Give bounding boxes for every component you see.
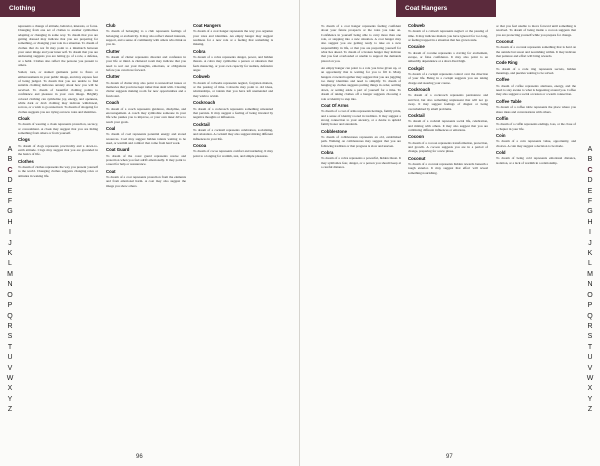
alphabet-letter-h[interactable]: H — [587, 218, 593, 226]
entry-title: Clogs — [18, 137, 30, 143]
alphabet-letter-l[interactable]: L — [588, 260, 592, 268]
alphabet-letter-h[interactable]: H — [7, 218, 13, 226]
entry-text: To dream of clutter represents disorder and confusion in your life or mind. A cluttered room may indicate that you need to sort out your thoughts, emotions, or obligations before you can move forward. — [106, 55, 186, 73]
dictionary-entry — [18, 138, 98, 156]
entry-title: Coat Hangers — [193, 23, 221, 28]
right-page — [300, 0, 600, 466]
entry-text: To dream of a cockroach represents persistence and survival, but also something unpleasant that will not go away. It may suggest feelings of disgust or being overwhelmed by small problems. — [408, 93, 488, 111]
right-page-number: 97 — [446, 454, 453, 460]
entry-title: Cockroach — [193, 100, 216, 106]
alphabet-letter-w[interactable]: W — [586, 374, 594, 382]
dictionary-entry — [408, 157, 488, 175]
alphabet-letter-o[interactable]: O — [587, 291, 593, 299]
dictionary-entry — [496, 100, 576, 114]
entry-text: To dream of coffee represents alertness, energy, and the need to stay awake to what is happening around you. Coffee may also suggest a social occasion or a warm connection. — [496, 83, 576, 97]
alphabet-letter-r[interactable]: R — [587, 322, 593, 330]
alphabet-letter-k[interactable]: K — [7, 250, 13, 258]
alphabet-letter-r[interactable]: R — [7, 322, 13, 330]
dictionary-entry — [18, 24, 98, 67]
dictionary-entry — [106, 50, 186, 73]
dictionary-entry — [496, 40, 576, 58]
entry-title: Cockpit — [408, 65, 424, 71]
entry-text: To dream of a coat of arms represents heritage, family pride, and a sense of identity rooted in tradition. It may suggest a strong connection to your ancestry, or a desire to uphold family honor and standards. — [321, 109, 401, 127]
entry-text: To dream of a cockroach represents something unwanted that persists. It may suggest a feeling of being invaded by negative thoughts or influences. — [193, 106, 273, 120]
entry-text: To dream of cocoa represents comfort and nurturing. It may point to a longing for warmth, rest, and simple pleasures. — [193, 149, 273, 158]
entry-text: To dream of a cocktail represents celebration, socializing, and relaxation. A cocktail may also suggest mixing different influences in your life. — [193, 127, 273, 141]
alphabet-letter-m[interactable]: M — [7, 270, 13, 278]
entry-text: To dream of a coat hanger represents feeling confident about your future prospects or the roles you take on. Confidence in yourself being able to carry more than one role, or stepping into a new situation. A coat hanger may also suggest you are getting ready to take on a new responsibility in life, or that you are preparing yourself for what lies ahead. To dream of a broken hanger may indicate that you feel overloaded or unable to support the demands placed on you. — [321, 24, 401, 63]
entry-text: To dream of a coin represents value, opportunity, and choices. A coin may suggest a decision to be made. — [496, 139, 576, 148]
right-alphabet-index — [585, 145, 595, 416]
entry-text: An empty hanger can point to a role you have given up, or an opportunity that is waiting for you to fill it. Many hangers crowded together may suggest that you are juggling too many identities and need to simplify. To dream of hanging up clothes suggests putting things in order, settling down, or setting aside a part of yourself for a time. To dream of taking clothes off a hanger suggests choosing a role or identity to step into. — [321, 66, 401, 101]
dictionary-entry — [18, 70, 98, 113]
alphabet-letter-e[interactable]: E — [587, 187, 593, 195]
entry-title: Cobweb — [408, 23, 425, 28]
alphabet-letter-p[interactable]: P — [7, 302, 13, 310]
entry-title: Coal — [106, 125, 116, 131]
entry-text: To dream of a coffee table represents the place where you share ideas and conversations with others. — [496, 105, 576, 114]
dictionary-entry — [106, 75, 186, 98]
left-alphabet-index — [5, 145, 15, 416]
entry-title: Cocoon — [408, 134, 424, 140]
dictionary-entry — [106, 127, 186, 145]
alphabet-letter-x[interactable]: X — [587, 385, 593, 393]
entry-title: Cold — [496, 149, 506, 155]
entry-text: Soiled, torn, or stained garments point to flaws or embarrassments in your public image, and may express fear of being judged. To dream that you are unable to find suitable clothing indicates anxiety about how you will be received. To dream of beautiful clothing points to confidence and pleasure in your own image. Brightly colored clothing can symbolize joy, energy, and openness, while dark or drab clothing may indicate withdrawal, sorrow, or a wish to go unnoticed. To dream of shopping for clothes suggests you are trying out new roles and identities. — [18, 70, 98, 114]
entry-title: Coach — [106, 100, 120, 106]
dictionary-entry — [408, 114, 488, 132]
alphabet-letter-i[interactable]: I — [9, 229, 11, 237]
entry-title: Coffin — [496, 115, 509, 121]
alphabet-letter-z[interactable]: Z — [587, 406, 593, 414]
entry-text: To dream of a coach represents guidance, discipline, and encouragement. A coach may symbolize someone in your life who pushes you to improve, or your own inner drive to reach your goals. — [106, 106, 186, 124]
alphabet-letter-l[interactable]: L — [8, 260, 12, 268]
dictionary-entry — [193, 75, 273, 98]
alphabet-letter-b[interactable]: B — [587, 156, 593, 164]
entry-text: To dream of belonging to a club represents feelings of belonging or exclusivity. It may also reflect shared interests, support, and a sense of community with others who think as you do. — [106, 29, 186, 47]
entry-title: Cobra — [193, 48, 206, 54]
alphabet-letter-p[interactable]: P — [587, 302, 593, 310]
alphabet-letter-a[interactable]: A — [587, 146, 593, 153]
entry-text: To dream of a cocoon represents transformation, protection, and growth. A cocoon suggests you are in a period of change, preparing for a new phase. — [408, 140, 488, 154]
dictionary-entry — [106, 101, 186, 124]
entry-title: Coffee — [496, 77, 510, 83]
dictionary-entry — [408, 45, 488, 63]
alphabet-letter-w[interactable]: W — [6, 374, 14, 382]
dictionary-entry — [18, 160, 98, 178]
alphabet-letter-c[interactable]: C — [587, 166, 593, 174]
dictionary-entry — [408, 88, 488, 111]
right-column-3 — [496, 24, 576, 168]
entry-title: Coat Of Arms — [321, 102, 349, 108]
entry-text: To dream of clutter may also point to unresolved issues or memories that you have kept rather than dealt with. Clearing clutter suggests making room for new opportunities and a fresh start. — [106, 80, 187, 98]
alphabet-letter-f[interactable]: F — [587, 198, 593, 206]
dictionary-entry — [193, 24, 273, 47]
right-header-tab: Coat Hangers — [396, 0, 496, 17]
entry-title: Clothes — [18, 158, 34, 164]
alphabet-letter-k[interactable]: K — [587, 250, 593, 258]
entry-text: To dream of clogs represents practicality and a down-to-earth attitude. Clogs may suggest that you are grounded in the basics of life. — [18, 143, 98, 157]
dictionary-entry — [106, 148, 186, 166]
dictionary-entry — [321, 104, 401, 127]
dictionary-entry — [496, 78, 576, 96]
alphabet-letter-o[interactable]: O — [7, 291, 13, 299]
entry-title: Club — [106, 23, 116, 28]
dictionary-entry — [193, 144, 273, 158]
dictionary-entry — [408, 67, 488, 85]
alphabet-letter-a[interactable]: A — [7, 146, 13, 153]
dictionary-entry — [496, 117, 576, 131]
entry-text: To dream of the coast guard represents rescue and protection when you feel adrift emotionally. It may point to a need for help or reassurance. — [106, 153, 186, 167]
left-column-1 — [18, 24, 98, 181]
left-header-tab: Clothing — [0, 0, 80, 17]
alphabet-letter-m[interactable]: M — [587, 270, 593, 278]
alphabet-letter-e[interactable]: E — [7, 187, 13, 195]
alphabet-letter-j[interactable]: J — [8, 239, 12, 247]
entry-title: Coin — [496, 132, 506, 138]
entry-text: To dream of a cobweb represents neglect or the passing of time. It may indicate matters you have ignored for too long, or feeling trapped in a situation that has grown stale. — [408, 29, 488, 43]
alphabet-letter-u[interactable]: U — [7, 354, 13, 362]
entry-title: Cloak — [18, 115, 30, 121]
entry-title: Coffee Table — [496, 98, 522, 104]
dictionary-entry — [321, 24, 401, 63]
left-column-3 — [193, 24, 273, 161]
left-column-2 — [106, 24, 186, 191]
alphabet-letter-t[interactable]: T — [7, 343, 13, 351]
entry-title: Cocktail — [408, 112, 425, 118]
entry-title: Clutter — [106, 74, 120, 80]
dictionary-entry — [193, 50, 273, 73]
alphabet-letter-g[interactable]: G — [7, 208, 13, 216]
alphabet-letter-j[interactable]: J — [588, 239, 592, 247]
dictionary-entry — [408, 24, 488, 42]
dictionary-entry — [408, 135, 488, 153]
dictionary-entry — [193, 101, 273, 119]
entry-title: Cobweb — [193, 74, 210, 80]
dictionary-entry — [496, 24, 576, 37]
entry-title: Cocaine — [408, 44, 425, 50]
entry-text: To dream of a coconut represents hidden rewards beneath a tough exterior. It may suggest that effort will reveal something nourishing. — [408, 161, 488, 175]
alphabet-letter-x[interactable]: X — [7, 385, 13, 393]
alphabet-letter-c[interactable]: C — [7, 166, 13, 174]
entry-title: Cockroach — [408, 87, 431, 93]
alphabet-letter-z[interactable]: Z — [7, 406, 13, 414]
alphabet-letter-v[interactable]: V — [7, 364, 13, 372]
dictionary-entry — [496, 61, 576, 75]
entry-text: To dream of being cold represents emotional distance, isolation, or a lack of warmth in a relationship. — [496, 156, 576, 165]
entry-text: To dream of cobblestones represents an old, established path. Walking on cobblestones may suggest that you are following tradition or that progress is slow and uneven. — [321, 134, 401, 148]
dictionary-entry — [496, 134, 576, 148]
alphabet-letter-f[interactable]: F — [7, 198, 13, 206]
alphabet-letter-n[interactable]: N — [587, 281, 593, 289]
entry-text: To dream of cocaine represents a craving for excitement, escape, or false confidence. It may also point to an unhealthy dependence or a short-lived high. — [408, 50, 488, 64]
alphabet-letter-q[interactable]: Q — [7, 312, 13, 320]
entry-text: To dream of clothes represents the way you present yourself to the world. Changing clothes suggests changing roles or attitudes in waking life. — [18, 164, 98, 178]
alphabet-letter-q[interactable]: Q — [587, 312, 593, 320]
entry-title: Coconut — [496, 39, 514, 45]
dictionary-entry — [18, 117, 98, 135]
alphabet-letter-y[interactable]: Y — [7, 395, 13, 403]
alphabet-letter-y[interactable]: Y — [587, 395, 593, 403]
dictionary-entry — [496, 151, 576, 165]
entry-text: To dream of coal represents potential energy and stored resources. Coal may suggest hidden talents waiting to be used, or warmth and comfort that come from hard work. — [106, 132, 186, 145]
alphabet-letter-i[interactable]: I — [589, 229, 591, 237]
alphabet-letter-d[interactable]: D — [7, 177, 13, 185]
dictionary-entry — [321, 130, 401, 148]
alphabet-letter-b[interactable]: B — [7, 156, 13, 164]
alphabet-letter-d[interactable]: D — [587, 177, 593, 185]
dictionary-entry — [321, 66, 401, 101]
entry-title: Cobblestone — [321, 128, 348, 134]
alphabet-letter-u[interactable]: U — [587, 354, 593, 362]
entry-text: To dream of cobwebs represents neglect, forgotten matters, or the passing of time. Cobwebs may point to old ideas, relationships, or talents that you have left unattended and may wish to revisit. — [193, 80, 273, 98]
entry-title: Cobra — [321, 149, 334, 155]
alphabet-letter-t[interactable]: T — [587, 343, 593, 351]
entry-text: To dream of a cobra represents a powerful, hidden threat. It may symbolize fear, danger, or a person you should keep at a careful distance. — [321, 156, 401, 169]
entry-text: To dream of a coconut represents something that is hard on the outside but sweet and nourishing within. It may indicate that patience and effort will bring rewards. — [496, 45, 576, 59]
entry-text: or that you feel unable to move forward until something is resolved. To dream of being inside a cocoon suggests that you are protecting yourself while you prepare for change. — [496, 24, 576, 37]
entry-text: To dream of a coffin represents endings, loss, or the close of a chapter in your life. — [496, 122, 576, 131]
entry-text: To dream of a cockpit represents control over the direction of your life. Being in a cockpit suggests you are taking charge and steering your course. — [408, 72, 488, 85]
alphabet-letter-s[interactable]: S — [587, 333, 593, 341]
entry-title: Coconut — [408, 155, 426, 161]
dictionary-entry — [106, 170, 186, 188]
entry-text: To dream of a coat hanger represents the way you organize your roles and identities. An empty hanger may suggest readiness for a new role or a feeling that something is missing. — [193, 29, 273, 47]
entry-title: Coat — [106, 168, 116, 174]
entry-text: To dream of a code ring represents secrets, hidden meanings, and puzzles waiting to be solved. — [496, 66, 576, 76]
alphabet-letter-s[interactable]: S — [7, 333, 13, 341]
entry-title: Coat Guard — [106, 147, 130, 153]
dictionary-entry — [106, 24, 186, 47]
alphabet-letter-v[interactable]: V — [587, 364, 593, 372]
entry-text: To dream of a coat represents protection from the elements and from emotional harm. A coat may also suggest the image you show others. — [106, 174, 186, 188]
entry-text: represents a change of attitude, behavior, interests, or focus. Changing from one set of clothes to another symbolizes adapting or changing in some way. To dream that you are getting dressed may indicate that you are preparing for something, or changing your role in a situation. To dream of clothes that do not fit may point to a mismatch between your outer image and your inner self. To dream that you are undressing suggests you are letting go of a role, a defense, or a habit. Clothes also reflect the persona you present to others. — [18, 24, 98, 68]
entry-text: To dream of wearing a cloak represents protection, secrecy, or concealment. A cloak may suggest that you are hiding something from others or from yourself. — [18, 122, 98, 135]
right-column-2 — [408, 24, 488, 178]
entry-text: To dream of a cobra represents danger, power, and hidden threats. A cobra may symbolize a person or situation that feels menacing, or your own capacity for sudden, defensive anger. — [193, 55, 273, 73]
entry-title: Clutter — [106, 48, 120, 54]
alphabet-letter-g[interactable]: G — [587, 208, 593, 216]
dictionary-entry — [321, 151, 401, 169]
left-page-number: 96 — [136, 454, 143, 460]
entry-title: Cocktail — [193, 121, 210, 127]
entry-text: To dream of a cocktail represents social life, celebration, and mixing with others. It may also suggest that you are combining different influences or emotions. — [408, 119, 488, 132]
alphabet-letter-n[interactable]: N — [7, 281, 13, 289]
entry-title: Code Ring — [496, 60, 518, 66]
right-column-1 — [321, 24, 401, 172]
entry-title: Cocoa — [193, 142, 207, 148]
dictionary-entry — [193, 123, 273, 141]
